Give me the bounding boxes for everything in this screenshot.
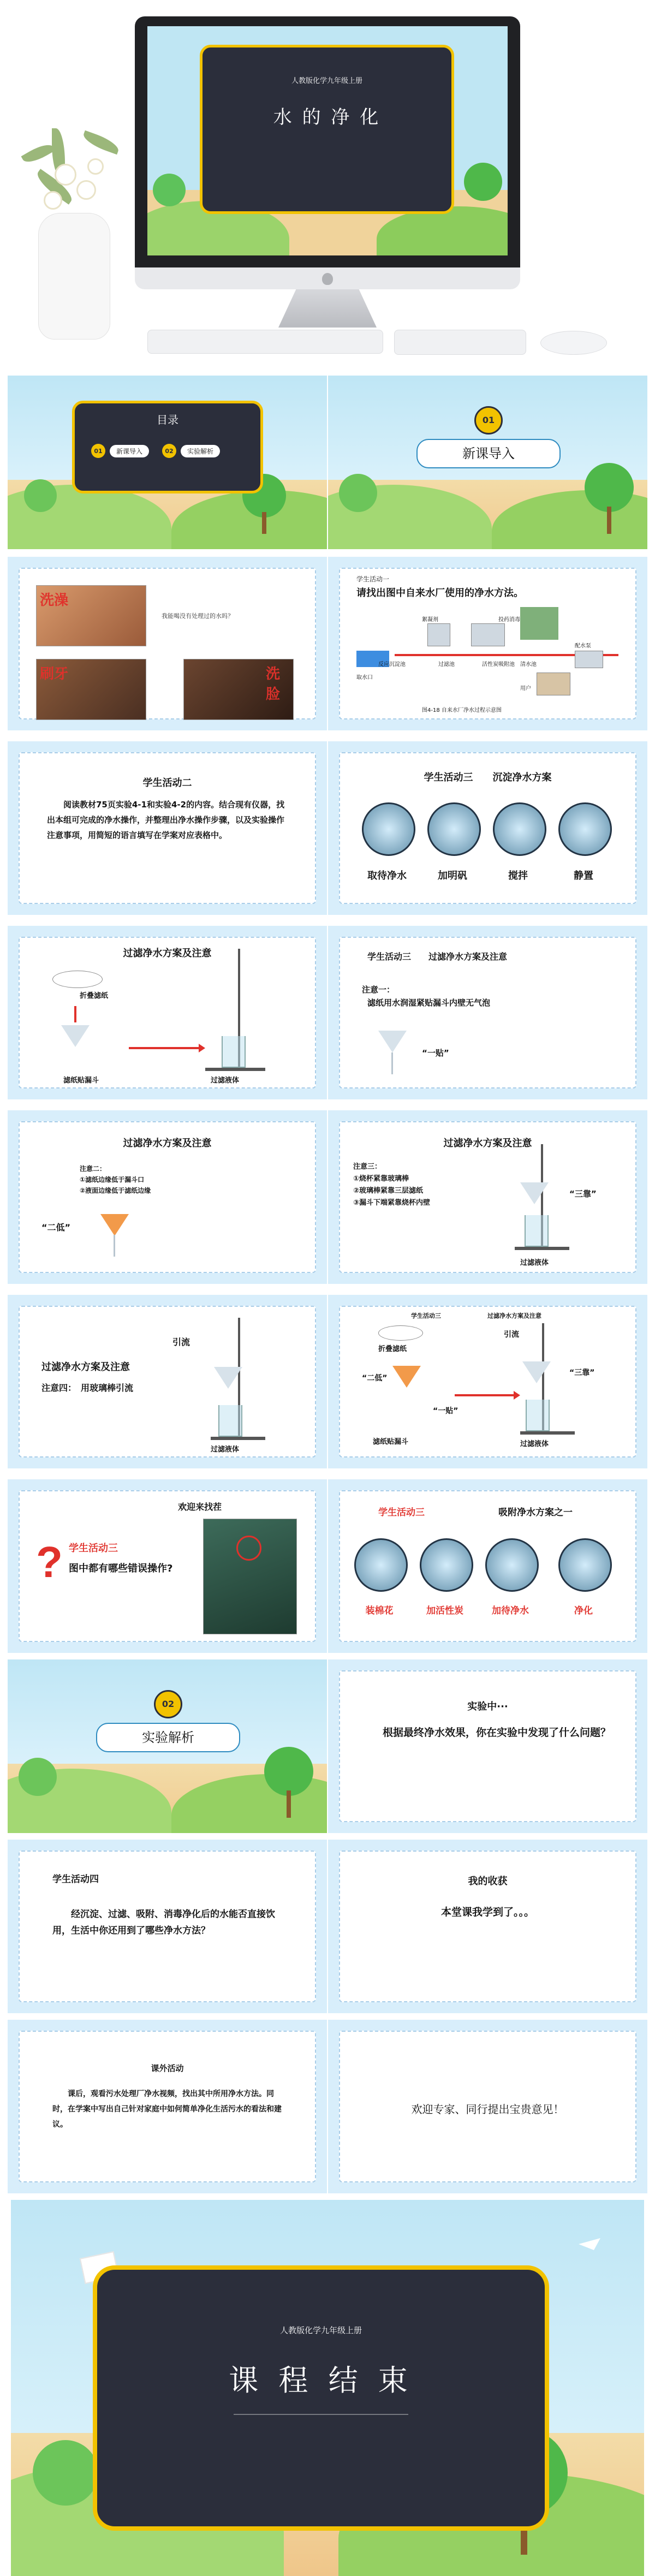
step-label: 搅拌: [508, 870, 528, 882]
funnel-icon: [61, 1025, 90, 1047]
trackpad: [394, 330, 526, 355]
hero-subtitle: 人教版化学九年级上册: [291, 77, 362, 85]
slide-welcome: [328, 2020, 647, 2193]
bath-photo: [36, 585, 146, 646]
slide-activity-2: [8, 741, 327, 915]
note-item: ②液面边缘低于滤纸边缘: [80, 1187, 151, 1194]
paper-plane-icon: [579, 2238, 600, 2250]
diagram-label: 反应沉淀池: [378, 662, 406, 668]
flower-icon: [87, 158, 104, 175]
slide-title: 欢迎来找茬: [178, 1502, 222, 1512]
slide-activity-3: [328, 741, 647, 915]
slide-title: 课外活动: [151, 2063, 184, 2073]
slide-title: 实验中···: [467, 1701, 508, 1712]
step-label: 加明矾: [438, 870, 467, 882]
flower-icon: [44, 191, 62, 210]
slide-filter-1: [8, 926, 327, 1099]
keyboard: [147, 330, 383, 354]
filter-paper-icon: [52, 971, 103, 988]
diagram-label: 活性炭吸附池: [482, 662, 515, 668]
section-number: 02: [154, 1690, 182, 1718]
activity-tag: 学生活动三: [378, 1507, 425, 1518]
note-item: ①滤纸边缘低于漏斗口: [80, 1176, 145, 1183]
photo-label: 洗澡: [40, 592, 69, 609]
funnel-icon: [392, 1366, 421, 1388]
slide-intro-photos: [8, 557, 327, 730]
funnel-icon: [100, 1214, 129, 1236]
toc-item-label: 实验解析: [181, 445, 220, 457]
toc-title: 目录: [157, 413, 178, 426]
funnel-icon: [214, 1367, 242, 1389]
intro-question: 我能喝没有处理过的水吗？: [162, 612, 234, 620]
diagram-label: 取水口: [356, 675, 373, 681]
label-fold: 折叠滤纸: [378, 1345, 407, 1353]
slide-error-find: [8, 1479, 327, 1653]
slide-title: 过滤净水方案及注意: [123, 1138, 212, 1149]
hero-title: 水 的 净 化: [273, 106, 381, 128]
step-image: [558, 1538, 612, 1592]
tag-label: 引流: [504, 1330, 519, 1339]
section-title: 新课导入: [416, 439, 561, 468]
monitor-screen: [147, 26, 508, 255]
slide-filter-2: [328, 926, 647, 1099]
step-image: [485, 1538, 539, 1592]
hero-section: [0, 0, 655, 366]
funnel-icon: [378, 1031, 407, 1052]
tag-label: “一贴”: [422, 1048, 449, 1058]
toc-panel: [72, 401, 263, 493]
note-label: 注意一：: [362, 985, 395, 995]
ending-title: 课 程 结 束: [229, 2363, 413, 2397]
step-label: 加活性炭: [426, 1605, 463, 1616]
slide-title: 吸附净水方案之一: [498, 1507, 573, 1518]
label-filter: 过滤液体: [211, 1445, 240, 1454]
slide-harvest: [328, 1840, 647, 2013]
activity-title: 学生活动三 沉淀净水方案: [424, 772, 552, 783]
tag-label: “二低”: [41, 1222, 71, 1233]
photo-label: 刷牙: [40, 666, 69, 682]
step-image: [362, 802, 415, 856]
tag-label: “二低”: [362, 1374, 388, 1383]
diagram-label: 配水泵: [575, 643, 591, 649]
step-image: [427, 802, 481, 856]
slide-adsorb: [328, 1479, 647, 1653]
slide-body: 根据最终净水效果，你在实验中发现了什么问题？: [383, 1727, 611, 1739]
activity-body: 经沉淀、过滤、吸附、消毒净化后的水能否直接饮用，生活中你还用到了哪些净水方法？: [52, 1909, 275, 1936]
apple-logo-icon: [322, 273, 333, 285]
slide-body: 课后，观看污水处理厂净水视频，找出其中所用净水方法。同时，在学案中写出自己针对家庭中如何简单净化生活污水的看法和建议。: [52, 2090, 282, 2129]
slide-activity-4: [8, 1840, 327, 2013]
slide-filter-6: [328, 1295, 647, 1468]
slide-body: 本堂课我学到了。。。: [440, 1906, 534, 1918]
toc-item-label: 新课导入: [110, 445, 149, 457]
washing-face-photo: [183, 659, 294, 720]
tag-label: “一贴”: [433, 1407, 458, 1415]
leaf-icon: [81, 130, 121, 155]
mouse: [540, 331, 607, 355]
activity-title: 学生活动二: [142, 777, 192, 789]
slide-experiment: [328, 1659, 647, 1833]
flower-icon: [55, 164, 76, 186]
diagram-label: 清水池: [520, 662, 537, 668]
monitor-stand: [278, 289, 377, 328]
diagram-label: 投药消毒: [498, 617, 520, 623]
note-item: ②玻璃棒紧靠三层滤纸: [353, 1187, 424, 1195]
slide-title: 过滤净水方案及注意: [443, 1138, 532, 1149]
toc-item[interactable]: [91, 442, 149, 460]
slide-toc: [8, 376, 327, 549]
label-attach: 滤纸贴漏斗: [63, 1076, 99, 1085]
slide-title: 过滤净水方案及注意: [41, 1361, 130, 1373]
slide-section-2: [8, 1659, 327, 1833]
step-image: [354, 1538, 408, 1592]
monitor-chin: [135, 267, 520, 289]
label-fold: 折叠滤纸: [80, 992, 109, 1000]
section-title: 实验解析: [96, 1723, 240, 1752]
section-number: 01: [474, 406, 503, 435]
slide-filter-5: [8, 1295, 327, 1468]
leaf-icon: [21, 140, 56, 166]
error-photo: [203, 1519, 297, 1634]
diagram-label: 絮凝剂: [422, 617, 438, 623]
step-label: 装棉花: [365, 1605, 394, 1616]
slide-section-1: [328, 376, 647, 549]
step-label: 静置: [574, 870, 593, 882]
diagram-label: 用户: [520, 686, 531, 692]
note-label: 注意三：: [353, 1163, 382, 1171]
question-mark-icon: ?: [36, 1538, 63, 1586]
welcome-text: 欢迎专家、同行提出宝贵意见！: [411, 2103, 564, 2116]
tag-label: “三靠”: [569, 1369, 595, 1377]
note-item: ①烧杯紧靠玻璃棒: [353, 1175, 409, 1183]
brushing-photo: [36, 659, 146, 720]
activity-body: 阅读教材75页实验4-1和实验4-2的内容。结合现有仪器，找出本组可完成的净水操作，并整理出净水操作步骤，以及实验操作注意事项，用简短的语言填写在学案对应表格中。: [47, 800, 285, 840]
activity-prompt: 请找出图中自来水厂使用的净水方法。: [356, 587, 523, 599]
activity-title: 学生活动四: [52, 1874, 99, 1885]
ending-panel: [93, 2265, 549, 2531]
activity-tag: 学生活动三: [69, 1543, 118, 1554]
toc-item-number: 01: [91, 444, 105, 458]
slide-title: 我的收获: [468, 1876, 508, 1887]
activity-tag: 学生活动三: [411, 1312, 441, 1319]
label-attach: 滤纸贴漏斗: [373, 1438, 409, 1446]
ending-subtitle: 人教版化学九年级上册: [279, 2325, 362, 2335]
slide-title: 过滤净水方案及注意: [487, 1312, 541, 1319]
slide-ending: [11, 2200, 644, 2576]
water-plant-diagram: [356, 607, 618, 700]
note-body: 滤纸用水润湿紧贴漏斗内壁无气泡: [367, 998, 491, 1008]
label-filter: 过滤液体: [520, 1259, 549, 1267]
tag-label: 引流: [172, 1337, 190, 1347]
funnel-icon: [520, 1182, 549, 1204]
note-item: ③漏斗下端紧靠烧杯内壁: [353, 1199, 431, 1207]
note-label: 注意四： 用玻璃棒引流: [41, 1383, 134, 1393]
step-image: [420, 1538, 473, 1592]
slide-title: 过滤净水方案及注意: [123, 948, 212, 959]
diagram-caption: 图4-18 自来水厂净水过程示意图: [422, 707, 502, 713]
slide-filter-3: [8, 1110, 327, 1284]
toc-item-number: 02: [162, 444, 176, 458]
slide-filter-4: [328, 1110, 647, 1284]
step-image: [558, 802, 612, 856]
step-label: 加待净水: [492, 1605, 529, 1616]
step-label: 净化: [574, 1605, 593, 1616]
filter-paper-icon: [378, 1325, 423, 1341]
slide-title: 学生活动三 过滤净水方案及注意: [367, 951, 508, 962]
toc-item[interactable]: [162, 442, 220, 460]
step-label: 取待净水: [367, 870, 407, 882]
title-panel: [200, 45, 454, 214]
question-text: 图中都有哪些错误操作?: [69, 1563, 173, 1574]
label-filter: 过滤液体: [520, 1440, 549, 1448]
slide-homework: [8, 2020, 327, 2193]
diagram-label: 过滤池: [438, 662, 455, 668]
flower-vase: [38, 213, 110, 340]
funnel-icon: [522, 1361, 551, 1383]
step-image: [493, 802, 546, 856]
slide-activity-1: [328, 557, 647, 730]
label-filter: 过滤液体: [211, 1076, 240, 1085]
photo-label: 洗脸: [266, 666, 281, 703]
tag-label: “三靠”: [569, 1189, 597, 1199]
activity-tag: 学生活动一: [356, 575, 390, 583]
note-label: 注意二：: [80, 1165, 106, 1173]
flower-icon: [76, 180, 96, 200]
